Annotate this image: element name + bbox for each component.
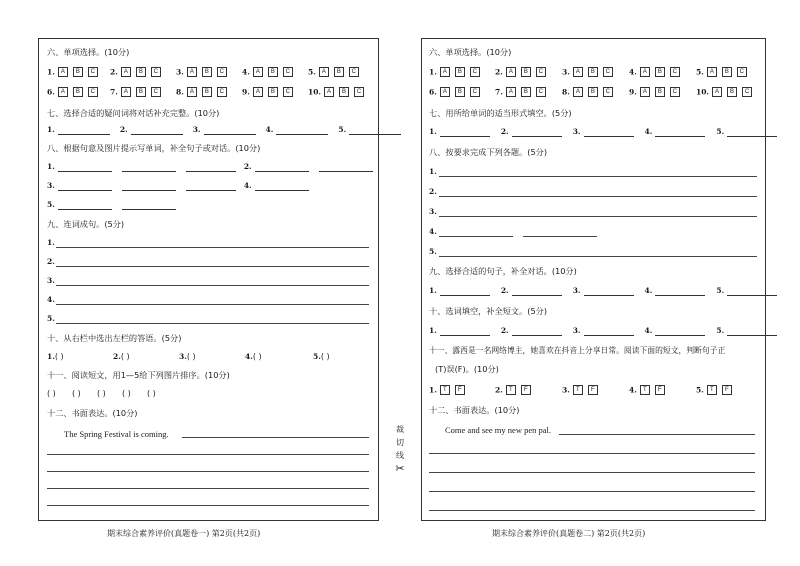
writing-line[interactable] <box>559 434 755 435</box>
right-s11-title-2: (T)误(F)。(10分) <box>435 364 499 374</box>
option-c[interactable]: C <box>151 87 161 97</box>
option-c[interactable]: C <box>151 67 161 77</box>
answer-blank[interactable] <box>186 163 236 172</box>
option-a[interactable]: A <box>121 87 131 97</box>
answer-line[interactable] <box>439 256 757 257</box>
q-num: 4. <box>245 352 253 361</box>
q-num: 8. <box>176 87 184 97</box>
option-a[interactable]: A <box>640 87 650 97</box>
option-b[interactable]: B <box>588 87 598 97</box>
option-b[interactable]: B <box>268 67 278 77</box>
answer-blank[interactable] <box>727 128 777 137</box>
writing-line[interactable] <box>429 510 755 511</box>
option-a[interactable]: A <box>712 87 722 97</box>
answer-paren[interactable]: ( ) <box>47 389 56 398</box>
q-num: 1. <box>47 352 55 361</box>
option-b[interactable]: B <box>727 87 737 97</box>
left-s10-row <box>47 352 373 362</box>
option-b[interactable]: B <box>73 87 83 97</box>
answer-blank[interactable] <box>512 287 562 296</box>
q-num: 3. <box>47 181 55 190</box>
q-num: 5. <box>716 326 725 335</box>
answer-blank[interactable] <box>440 327 490 336</box>
answer-paren[interactable]: ( ) <box>72 389 81 398</box>
option-c[interactable]: C <box>742 87 752 97</box>
right-s6-row1 <box>429 67 758 78</box>
answer-blank[interactable] <box>122 163 176 172</box>
answer-blank[interactable] <box>58 182 112 191</box>
option-a[interactable]: A <box>324 87 334 97</box>
option-b[interactable]: B <box>655 67 665 77</box>
answer-blank[interactable] <box>655 128 705 137</box>
option-c[interactable]: C <box>737 67 747 77</box>
q-num: 5. <box>696 67 704 77</box>
q-num: 1. <box>47 162 55 171</box>
answer-blank[interactable] <box>512 128 562 137</box>
writing-line[interactable] <box>47 505 369 506</box>
q-num: 4. <box>265 125 274 134</box>
answer-blank[interactable] <box>58 163 112 172</box>
right-s10-title: 十、选词填空，补全短文。(5分) <box>429 306 548 316</box>
answer-blank[interactable] <box>58 126 110 135</box>
q-num: 1. <box>429 127 437 136</box>
q-num: 10. <box>308 87 322 97</box>
option-a[interactable]: A <box>440 67 450 77</box>
option-c[interactable]: C <box>603 67 613 77</box>
writing-line[interactable] <box>47 454 369 455</box>
left-s11-title: 十一、阅读短文，用1—5给下列图片排序。(10分) <box>47 370 230 380</box>
answer-blank[interactable] <box>186 182 236 191</box>
writing-line[interactable] <box>429 472 755 473</box>
q-num: 5. <box>47 200 55 209</box>
right-s9-row <box>429 286 777 296</box>
option-b[interactable]: B <box>202 87 212 97</box>
option-b[interactable]: B <box>521 87 531 97</box>
option-b[interactable]: B <box>339 87 349 97</box>
writing-line[interactable] <box>47 471 369 472</box>
q-num: 5. <box>429 247 437 256</box>
option-false[interactable]: F <box>521 385 531 395</box>
scissors-icon: ✂ <box>395 462 405 475</box>
option-true[interactable]: T <box>707 385 717 395</box>
answer-blank[interactable] <box>584 128 634 137</box>
left-s12-title: 十二、书面表达。(10分) <box>47 408 138 418</box>
option-c[interactable]: C <box>670 87 680 97</box>
option-c[interactable]: C <box>536 87 546 97</box>
option-a[interactable]: A <box>121 67 131 77</box>
right-s7-title: 七、用所给单词的适当形式填空。(5分) <box>429 108 572 118</box>
left-s7-row <box>47 125 401 135</box>
option-c[interactable]: C <box>283 67 293 77</box>
answer-blank[interactable] <box>255 182 309 191</box>
cut-char: 切 <box>396 438 404 447</box>
answer-blank[interactable] <box>512 327 562 336</box>
q-num: 1. <box>429 167 437 176</box>
writing-prompt: Come and see my new pen pal. <box>445 425 551 435</box>
answer-paren[interactable]: ( ) <box>186 352 196 361</box>
answer-blank[interactable] <box>319 163 373 172</box>
answer-blank[interactable] <box>58 201 112 210</box>
option-true[interactable]: T <box>506 385 516 395</box>
option-a[interactable]: A <box>506 87 516 97</box>
option-b[interactable]: B <box>73 67 83 77</box>
option-b[interactable]: B <box>136 67 146 77</box>
answer-paren[interactable]: ( ) <box>147 389 156 398</box>
option-b[interactable]: B <box>136 87 146 97</box>
answer-blank[interactable] <box>255 163 309 172</box>
q-num: 6. <box>47 87 55 97</box>
q-num: 5. <box>47 314 55 323</box>
writing-line[interactable] <box>47 488 369 489</box>
option-a[interactable]: A <box>640 67 650 77</box>
left-s6-title: 六、单项选择。(10分) <box>47 47 130 57</box>
left-s8-row3 <box>47 200 176 210</box>
cut-char: 裁 <box>396 425 404 434</box>
q-num: 6. <box>429 87 437 97</box>
option-b[interactable]: B <box>455 67 465 77</box>
q-num: 2. <box>429 187 437 196</box>
option-false[interactable]: F <box>455 385 465 395</box>
option-c[interactable]: C <box>283 87 293 97</box>
option-c[interactable]: C <box>88 87 98 97</box>
option-b[interactable]: B <box>588 67 598 77</box>
right-s6-title: 六、单项选择。(10分) <box>429 47 512 57</box>
q-num: 3. <box>572 127 581 136</box>
option-c[interactable]: C <box>354 87 364 97</box>
answer-line[interactable] <box>56 304 369 305</box>
footer-left: 期末综合素养评价(真题卷一) 第2页(共2页) <box>107 529 261 538</box>
q-num: 4. <box>629 67 637 77</box>
option-b[interactable]: B <box>268 87 278 97</box>
right-s7-row <box>429 127 777 137</box>
q-num: 1. <box>429 385 437 395</box>
right-s10-row <box>429 326 777 336</box>
option-b[interactable]: B <box>334 67 344 77</box>
answer-blank[interactable] <box>584 287 634 296</box>
left-s8-row1 <box>47 162 373 172</box>
q-num: 2. <box>110 67 118 77</box>
q-num: 4. <box>242 67 250 77</box>
q-num: 5. <box>308 67 316 77</box>
q-num: 5. <box>716 286 725 295</box>
answer-sheet-left <box>38 38 379 521</box>
option-a[interactable]: A <box>506 67 516 77</box>
option-false[interactable]: F <box>655 385 665 395</box>
option-c[interactable]: C <box>470 87 480 97</box>
q-num: 5. <box>716 127 725 136</box>
answer-line[interactable] <box>56 247 369 248</box>
answer-blank[interactable] <box>655 327 705 336</box>
option-false[interactable]: F <box>588 385 598 395</box>
option-b[interactable]: B <box>521 67 531 77</box>
option-c[interactable]: C <box>217 67 227 77</box>
q-num: 8. <box>562 87 570 97</box>
q-num: 2. <box>500 326 509 335</box>
q-num: 1. <box>47 238 55 247</box>
left-s8-row2 <box>47 181 309 191</box>
q-num: 2. <box>495 67 503 77</box>
answer-line[interactable] <box>56 266 369 267</box>
left-s8-title: 八、根据句意及图片提示写单词，补全句子或对话。(10分) <box>47 143 261 153</box>
answer-line[interactable] <box>523 236 597 237</box>
q-num: 3. <box>192 125 201 134</box>
answer-blank[interactable] <box>131 126 183 135</box>
q-num: 3. <box>562 385 570 395</box>
option-c[interactable]: C <box>670 67 680 77</box>
option-b[interactable]: B <box>655 87 665 97</box>
q-num: 10. <box>696 87 710 97</box>
q-num: 2. <box>113 352 121 361</box>
option-a[interactable]: A <box>707 67 717 77</box>
option-true[interactable]: T <box>440 385 450 395</box>
answer-blank[interactable] <box>122 201 176 210</box>
left-s10-title: 十、从右栏中选出左栏的答语。(5分) <box>47 333 182 343</box>
left-s9-title: 九、连词成句。(5分) <box>47 219 125 229</box>
answer-blank[interactable] <box>122 182 176 191</box>
q-num: 3. <box>572 326 581 335</box>
answer-line[interactable] <box>439 176 757 177</box>
answer-paren[interactable]: ( ) <box>320 352 330 361</box>
q-num: 2. <box>47 257 55 266</box>
q-num: 3. <box>47 276 55 285</box>
option-a[interactable]: A <box>573 87 583 97</box>
q-num: 4. <box>429 227 437 236</box>
footer-right: 期末综合素养评价(真题卷二) 第2页(共2页) <box>492 529 646 538</box>
option-c[interactable]: C <box>349 67 359 77</box>
answer-line[interactable] <box>56 323 369 324</box>
option-a[interactable]: A <box>440 87 450 97</box>
q-num: 5. <box>313 352 321 361</box>
option-c[interactable]: C <box>217 87 227 97</box>
answer-line[interactable] <box>439 236 513 237</box>
option-c[interactable]: C <box>603 87 613 97</box>
q-num: 4. <box>644 326 653 335</box>
q-num: 1. <box>47 125 55 134</box>
option-true[interactable]: T <box>640 385 650 395</box>
answer-blank[interactable] <box>204 126 256 135</box>
q-num: 4. <box>629 385 637 395</box>
answer-blank[interactable] <box>584 327 634 336</box>
answer-line[interactable] <box>56 285 369 286</box>
writing-line[interactable] <box>429 453 755 454</box>
answer-line[interactable] <box>439 216 757 217</box>
writing-prompt: The Spring Festival is coming. <box>64 429 169 439</box>
q-num: 1. <box>47 67 55 77</box>
q-num: 2. <box>119 125 128 134</box>
option-c[interactable]: C <box>470 67 480 77</box>
q-num: 2. <box>495 385 503 395</box>
answer-blank[interactable] <box>727 287 777 296</box>
option-a[interactable]: A <box>58 67 68 77</box>
right-s12-title: 十二、书面表达。(10分) <box>429 405 520 415</box>
left-s6-row1 <box>47 67 368 78</box>
right-s11-row <box>429 385 758 396</box>
option-a[interactable]: A <box>573 67 583 77</box>
answer-paren[interactable]: ( ) <box>252 352 262 361</box>
answer-paren[interactable]: ( ) <box>120 352 130 361</box>
answer-paren[interactable]: ( ) <box>122 389 131 398</box>
option-a[interactable]: A <box>187 67 197 77</box>
writing-line[interactable] <box>182 437 369 438</box>
option-b[interactable]: B <box>202 67 212 77</box>
option-b[interactable]: B <box>722 67 732 77</box>
option-a[interactable]: A <box>253 67 263 77</box>
q-num: 5. <box>696 385 704 395</box>
left-s6-row2 <box>47 87 368 98</box>
q-num: 4. <box>47 295 55 304</box>
answer-line[interactable] <box>439 196 757 197</box>
answer-blank[interactable] <box>655 287 705 296</box>
q-num: 9. <box>629 87 637 97</box>
option-c[interactable]: C <box>88 67 98 77</box>
answer-paren[interactable]: ( ) <box>97 389 106 398</box>
cut-line <box>393 423 407 475</box>
writing-line[interactable] <box>429 491 755 492</box>
cut-char: 线 <box>396 451 404 460</box>
right-s6-row2 <box>429 87 758 98</box>
right-s9-title: 九、选择合适的句子，补全对话。(10分) <box>429 266 577 276</box>
q-num: 1. <box>429 326 437 335</box>
q-num: 3. <box>562 67 570 77</box>
q-num: 3. <box>429 207 437 216</box>
q-num: 2. <box>500 286 509 295</box>
answer-sheet-right <box>421 38 766 521</box>
option-a[interactable]: A <box>58 87 68 97</box>
q-num: 7. <box>495 87 503 97</box>
answer-paren[interactable]: ( ) <box>54 352 64 361</box>
q-num: 2. <box>243 162 252 171</box>
answer-blank[interactable] <box>440 128 490 137</box>
option-a[interactable]: A <box>319 67 329 77</box>
option-true[interactable]: T <box>573 385 583 395</box>
q-num: 9. <box>242 87 250 97</box>
q-num: 7. <box>110 87 118 97</box>
option-false[interactable]: F <box>722 385 732 395</box>
answer-blank[interactable] <box>349 126 401 135</box>
answer-blank[interactable] <box>440 287 490 296</box>
q-num: 1. <box>429 286 437 295</box>
option-c[interactable]: C <box>536 67 546 77</box>
option-a[interactable]: A <box>253 87 263 97</box>
q-num: 4. <box>644 127 653 136</box>
left-s11-row <box>47 389 172 399</box>
right-s8-title: 八、按要求完成下列各题。(5分) <box>429 147 548 157</box>
q-num: 5. <box>338 125 347 134</box>
option-b[interactable]: B <box>455 87 465 97</box>
q-num: 4. <box>644 286 653 295</box>
option-a[interactable]: A <box>187 87 197 97</box>
q-num: 3. <box>179 352 187 361</box>
q-num: 3. <box>176 67 184 77</box>
q-num: 2. <box>500 127 509 136</box>
q-num: 3. <box>572 286 581 295</box>
answer-blank[interactable] <box>276 126 328 135</box>
q-num: 4. <box>243 181 252 190</box>
left-s7-title: 七、选择合适的疑问词将对话补充完整。(10分) <box>47 108 220 118</box>
right-s11-title-1: 十一、露西是一名网络博主，她喜欢在抖音上分享日常。阅读下面的短文，判断句子正 <box>429 346 726 355</box>
q-num: 1. <box>429 67 437 77</box>
answer-blank[interactable] <box>727 327 777 336</box>
